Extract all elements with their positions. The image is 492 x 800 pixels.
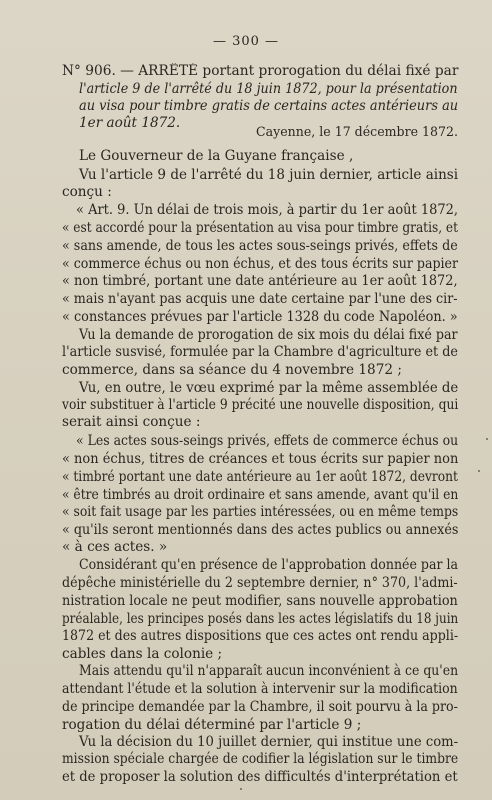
dateline: Cayenne, le 17 décembre 1872. bbox=[256, 125, 458, 140]
body-line: Vu la demande de prorogation de six mois du délai fixé par bbox=[79, 327, 458, 343]
body-line: 1872 et des autres dispositions que ces actes ont rendu appli- bbox=[62, 628, 459, 644]
quoted-line: « non échus, titres de créances et tous écrits sur papier non bbox=[62, 451, 459, 467]
quoted-line: « non timbré, portant une date antérieure au 1er août 1872, bbox=[62, 273, 458, 289]
body-line: cables dans la colonie ; bbox=[62, 646, 223, 662]
preamble-heading: Le Gouverneur de la Guyane française , bbox=[79, 148, 354, 164]
paper-speck bbox=[240, 788, 242, 790]
quoted-line: « timbré portant une date antérieure au 1er août 1872, devront bbox=[62, 469, 458, 485]
body-line: dépêche ministérielle du 2 septembre dernier, n° 370, l'admi- bbox=[62, 575, 458, 591]
body-line: de principe demandée par la Chambre, il soit pourvu à la pro- bbox=[62, 699, 458, 715]
quoted-line: « commerce échus ou non échus, et des tous écrits sur papier bbox=[62, 256, 459, 272]
title-line-2: l'article 9 de l'arrêté du 18 juin 1872, pour la présentation bbox=[79, 81, 458, 97]
body-line: attendant l'étude et la solution à intervenir sur la modification bbox=[62, 681, 458, 697]
body-line: Considérant qu'en présence de l'approbation donnée par la bbox=[79, 557, 458, 573]
body-line: préalable, les principes posés dans les actes législatifs du 18 juin bbox=[62, 611, 459, 627]
body-line: serait ainsi conçue : bbox=[62, 414, 201, 430]
paper-speck bbox=[478, 470, 480, 472]
quoted-line: « mais n'ayant pas acquis une date certaine par l'une des cir- bbox=[62, 291, 458, 307]
page-number: — 300 — bbox=[212, 34, 280, 49]
body-line: Vu la décision du 10 juillet dernier, qui institue une com- bbox=[79, 734, 459, 750]
quoted-line: « sans amende, de tous les actes sous-seings privés, effets de bbox=[62, 238, 458, 254]
quoted-line: « qu'ils seront mentionnés dans des actes publics ou annexés bbox=[62, 522, 459, 538]
paper-speck bbox=[486, 438, 488, 440]
title-line-3: au visa pour timbre gratis de certains actes antérieurs au bbox=[79, 98, 459, 114]
body-line: Mais attendu qu'il n'apparaît aucun inconvénient à ce qu'en bbox=[79, 663, 459, 679]
body-line: l'article susvisé, formulée par la Chambre d'agriculture et de bbox=[62, 344, 458, 360]
body-line: commerce, dans sa séance du 4 novembre 1872 ; bbox=[62, 362, 402, 378]
body-line: voir substituer à l'article 9 précité une nouvelle disposition, qui bbox=[62, 397, 459, 413]
body-line: mission spéciale chargée de codifier la législation sur le timbre bbox=[62, 751, 459, 767]
body-line: Vu, en outre, le vœu exprimé par la même assemblée de bbox=[79, 380, 459, 396]
title-line-1: N° 906. — ARRÊTÉ portant prorogation du délai fixé par bbox=[62, 63, 459, 79]
title-line-4: 1er août 1872. bbox=[79, 115, 181, 131]
quoted-line: « Les actes sous-seings privés, effets de commerce échus ou bbox=[76, 433, 459, 449]
body-line: conçu : bbox=[62, 184, 112, 200]
body-line: et de proposer la solution des difficultés d'interprétation et bbox=[62, 769, 458, 785]
quoted-line: « constances prévues par l'article 1328 du code Napoléon. » bbox=[62, 309, 458, 325]
body-line: nistration locale ne peut modifier, sans nouvelle approbation bbox=[62, 593, 458, 609]
quoted-line: « être timbrés au droit ordinaire et sans amende, avant qu'il en bbox=[62, 487, 459, 503]
body-line: rogation du délai déterminé par l'article 9 ; bbox=[62, 717, 362, 733]
body-line: Vu l'article 9 de l'arrêté du 18 juin dernier, article ainsi bbox=[79, 167, 459, 183]
quoted-line: « soit fait usage par les parties intéressées, ou en même temps bbox=[62, 504, 459, 520]
quoted-line: « est accordé pour la présentation au visa pour timbre gratis, et bbox=[62, 220, 458, 236]
quoted-line: « à ces actes. » bbox=[62, 539, 168, 555]
quoted-line: « Art. 9. Un délai de trois mois, à partir du 1er août 1872, bbox=[76, 202, 459, 218]
